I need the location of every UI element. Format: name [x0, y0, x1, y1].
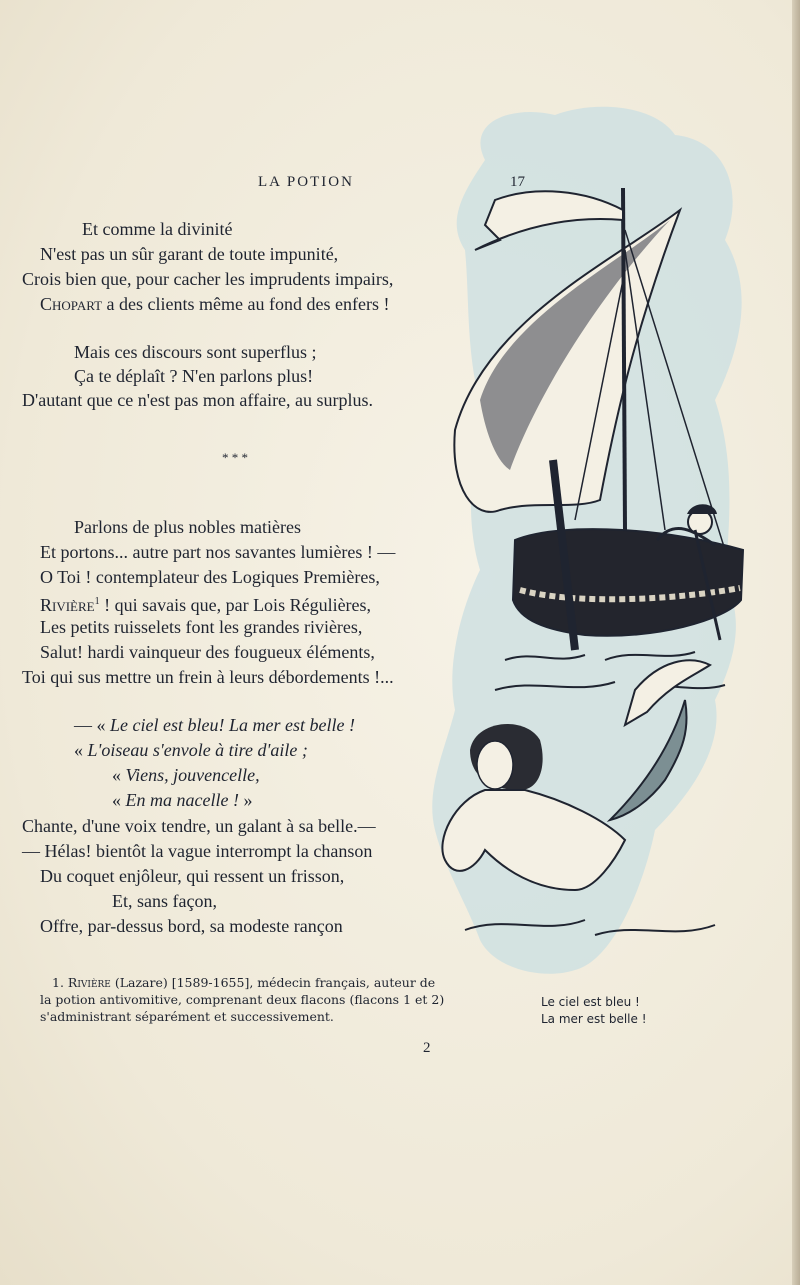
song-quote: «: [112, 790, 126, 810]
boat-and-mermaid-illustration: [425, 100, 755, 980]
footnote-text: (Lazare) [1589-1655], médecin français, auteur de: [110, 975, 436, 990]
song-text: L'oiseau s'envole à tire d'aile ;: [87, 740, 308, 760]
verse-line: Et, sans façon,: [112, 891, 217, 911]
verse-line: Mais ces discours sont superflus ;: [74, 342, 317, 362]
verse-line: Et portons... autre part nos savantes lumières ! —: [40, 542, 396, 562]
verse-line: — Hélas! bientôt la vague interrompt la chanson: [22, 841, 373, 861]
verse-line: Parlons de plus nobles matières: [74, 517, 301, 537]
mast: [623, 188, 625, 530]
verse-line: N'est pas un sûr garant de toute impunité,: [40, 244, 339, 264]
verse-line: Offre, par-dessus bord, sa modeste rançon: [40, 916, 343, 936]
verse-line: [40, 591, 371, 616]
verse-line: [40, 293, 389, 315]
verse-line: Salut! hardi vainqueur des fougueux éléments,: [40, 642, 375, 662]
song-text: En ma nacelle !: [125, 790, 239, 810]
name-smallcaps: Rivière: [67, 975, 111, 990]
song-line: [74, 714, 355, 736]
illustration-caption-line: Le ciel est bleu !: [541, 995, 640, 1009]
verse-line: O Toi ! contemplateur des Logiques Premières,: [40, 567, 380, 587]
running-head: LA POTION: [258, 174, 354, 190]
verse-line: Du coquet enjôleur, qui ressent un frisson,: [40, 866, 345, 886]
verse-text: ! qui savais que, par Lois Régulières,: [99, 595, 372, 615]
footnote-marker: 1.: [52, 975, 64, 990]
asterism: * * *: [222, 450, 248, 465]
song-quote: — «: [74, 715, 110, 735]
song-quote: «: [112, 765, 126, 785]
verse-line: Les petits ruisselets font les grandes rivières,: [40, 617, 363, 637]
footnote-line: s'administrant séparément et successivement.: [40, 1009, 334, 1024]
verse-line: Toi qui sus mettre un frein à leurs débordements !...: [22, 667, 394, 687]
verse-text: a des clients même au fond des enfers !: [102, 294, 390, 314]
page-edge: [792, 0, 800, 1285]
name-smallcaps: Rivière: [40, 595, 95, 615]
verse-line: D'autant que ce n'est pas mon affaire, au surplus.: [22, 390, 374, 410]
name-smallcaps: Chopart: [40, 294, 103, 314]
song-text: Viens, jouvencelle,: [125, 765, 260, 785]
illustration-caption-line: La mer est belle !: [541, 1012, 647, 1026]
song-quote: »: [238, 790, 253, 810]
verse-line: Crois bien que, pour cacher les imprudents impairs,: [22, 269, 394, 289]
boat-hull: [513, 529, 743, 636]
mermaid-face: [477, 741, 513, 789]
footnote-line: [52, 975, 435, 990]
page-number: 17: [510, 174, 525, 190]
song-quote: «: [74, 740, 88, 760]
song-line: [112, 764, 260, 786]
footnote-line: la potion antivomitive, comprenant deux flacons (flacons 1 et 2): [40, 992, 445, 1007]
footnote-ref: 1: [94, 596, 100, 607]
song-line: [112, 789, 252, 811]
verse-line: Et comme la divinité: [82, 219, 233, 239]
song-text: Le ciel est bleu! La mer est belle !: [110, 715, 355, 735]
song-line: [74, 739, 308, 761]
signature-mark: 2: [423, 1040, 431, 1056]
verse-line: Chante, d'une voix tendre, un galant à sa belle.—: [22, 816, 376, 836]
verse-line: Ça te déplaît ? N'en parlons plus!: [74, 366, 314, 386]
